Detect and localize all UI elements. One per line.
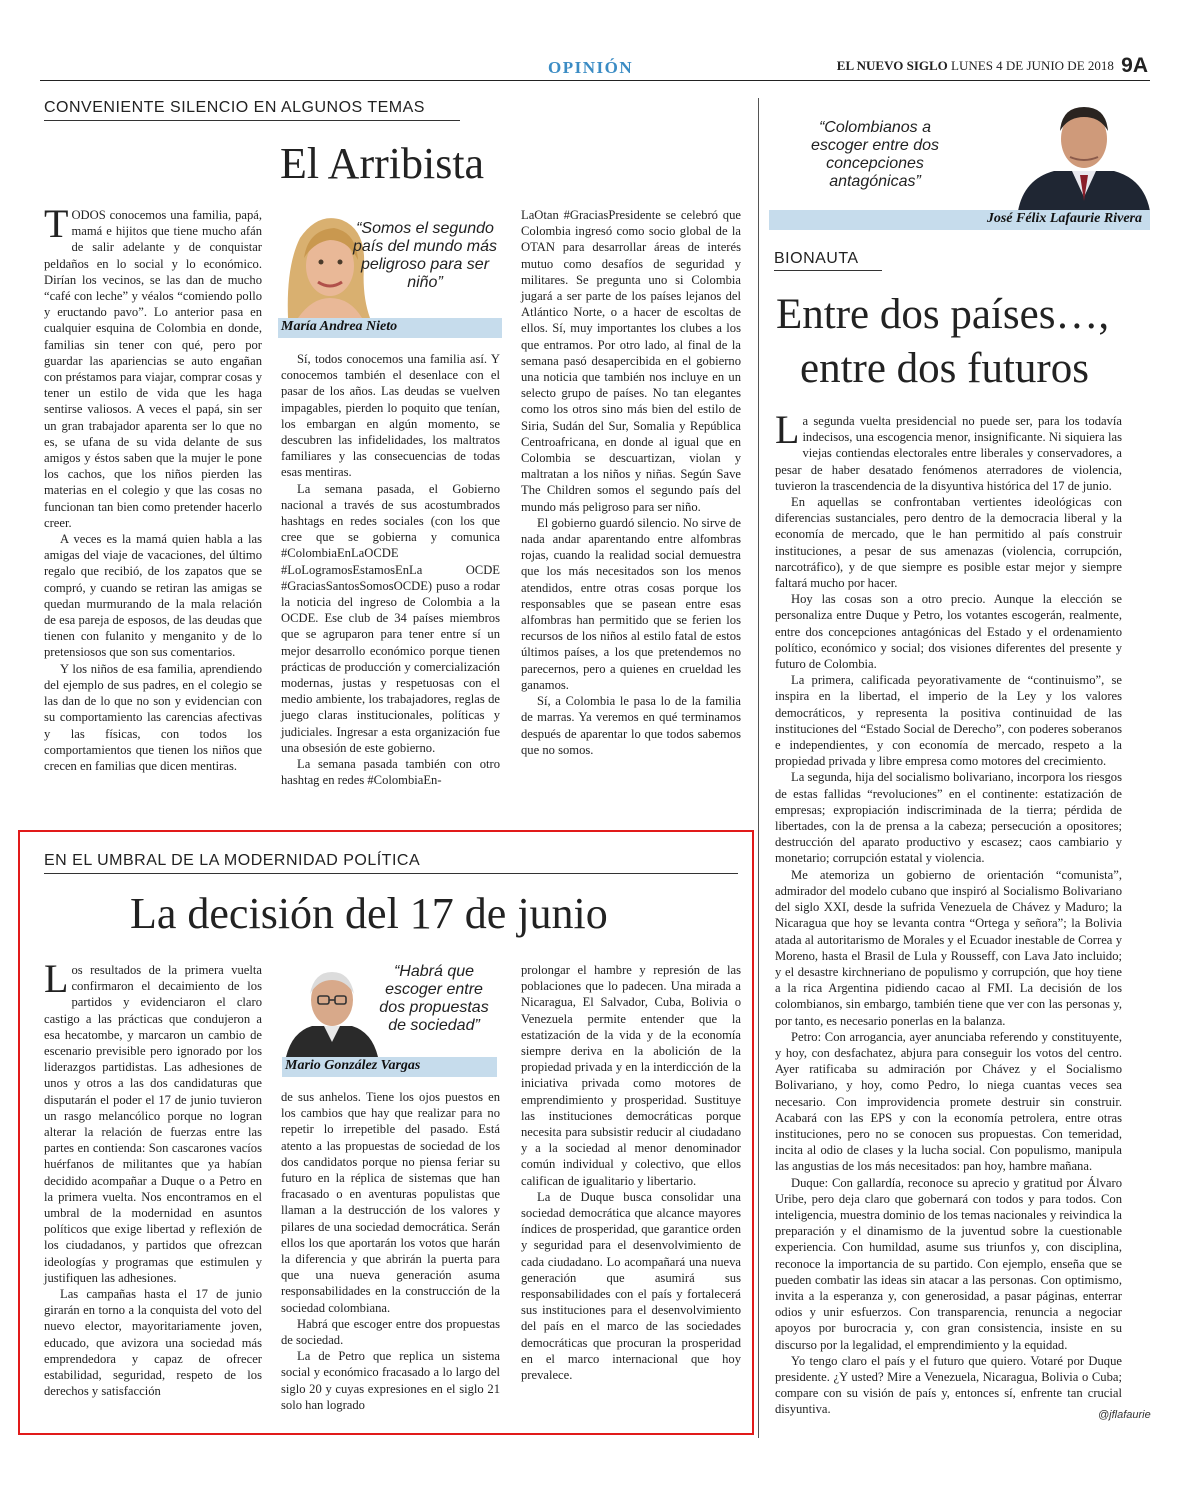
article3-paragraph: Petro: Con arrogancia, ayer anunciaba referendo y constituyente, y hoy, con desfachatez, abjura para conseguir los votos del centro. Ayer ratificaba su admiración por Chávez y el Socialismo Bolivariano, y hoy, como Pedro, lo niega cuantas veces sea necesario. Con improvidencia promete destruir sin construir. Acabará con las EPS y con la economía petrolera, entre otras instituciones, pero no se conocen sus propuestas. Con temeridad, incita al odio de clases y la lucha social. Con populismo, manipula las angustias de los más necesitados: pan hoy, hambre mañana. <box>775 1029 1122 1174</box>
article2-headline: La decisión del 17 de junio <box>130 889 608 938</box>
article3-author-byline: José Félix Lafaurie Rivera <box>769 210 1150 230</box>
article3-dropcap: L <box>775 407 800 452</box>
article1-paragraph: ODOS conocemos una familia, papá, mamá e hijitos que tiene mucho afán de salir adelante y de conquistar peldaños en lo social y lo económico. Dirían los vecinos, se las dan de mucho “café con leche” y véalos “comiendo pollo y eructando pavo”. Lo anterior pasa en cualquier esquina de Colombia en donde, familias sin tener con qué, pero por guardar las apariencias se auto engañan con préstamos para viajar, comprar cosas y tener un estilo de vida que les haga sentirse valiosos. A veces el papá, sin ser un gran trabajador aparenta ser lo que no es, se ufana de su vida delante de sus amigos y éstos saben que la mujer le pone los cachos, que los niños pierden las materias en el colegio y que las cosas no funcionan tan bien como pretender hacerlo creer. <box>44 208 262 530</box>
article1-kicker: CONVENIENTE SILENCIO EN ALGUNOS TEMAS <box>44 99 425 116</box>
article2-column-3 <box>521 962 741 1428</box>
page-number: 9A <box>1121 54 1148 77</box>
article3-paragraph: La primera, calificada peyorativamente de “continuismo”, se inspira en la libertad, el imperio de la Ley y los valores democráticos, y representa la positiva continuidad de las instituciones del “Estado Social de Derecho”, con poderes soberanos e independientes, y con economía de mercado, respeto a la propiedad privada y libre empresa como motores del crecimiento. <box>775 673 1122 769</box>
article1-paragraph: La semana pasada también con otro hashtag en redes #ColombiaEn- <box>281 757 500 788</box>
article2-paragraph: La de Duque busca consolidar una sociedad democrática que alcance mayores índices de prosperidad, que garantice orden y seguridad para el desenvolvimiento de cada ciudadano. Lo acompañará una nueva generación que asumirá sus responsabilidades con el país y fortalecerá sus instituciones para el desenvolvimiento del país en el marco de las sociedades democráticas que procuran la prosperidad en el marco internacional que hoy prevalece. <box>521 1189 741 1383</box>
article2-pull-quote: “Habrá que escoger entre dos propuestas de sociedad” <box>379 963 489 1034</box>
column-divider <box>758 98 759 1438</box>
article1-paragraph: Sí, a Colombia le pasa lo de la familia de marras. Ya veremos en qué terminamos después de aparentar lo que todos sabemos que no somos. <box>521 694 741 757</box>
article1-paragraph: El gobierno guardó silencio. No sirve de nada andar aparentando entre alfombras rojas, cuando la realidad social demuestra que los más necesitados son los menos atendidos, entre otras cosas porque los responsables que se pasean entre esas alfombras han permitido que se ferien los recursos de los niños al estilo fatal de estos últimos países, a los que pretendemos no parecernos, pero a quienes en crueldad les ganamos. <box>521 515 741 692</box>
article1-paragraph: Y los niños de esa familia, aprendiendo del ejemplo de sus padres, en el colegio se las dan de lo que no son y evidencian con su comportamiento las carencias afectivas y las físicas, con todos los comportamientos que tienen los niños que crecen en familias que dicen mentiras. <box>44 661 262 773</box>
author-photo-mario-gonzalez-vargas <box>282 962 382 1057</box>
article2-kicker: EN EL UMBRAL DE LA MODERNIDAD POLÍTICA <box>44 852 421 869</box>
newspaper-brand: EL NUEVO SIGLO <box>836 58 948 73</box>
article2-column-1 <box>44 956 262 1428</box>
article1-kicker-underline <box>44 120 460 121</box>
man-portrait-icon <box>1018 101 1150 211</box>
article2-paragraph: Las campañas hasta el 17 de junio girarán en torno a la conquista del voto del nuevo elector, mayoritariamente joven, educado, que avizora una sociedad más emprendedora y capaz de ofrecer estabilidad, seguridad, respeto de los derechos y satisfacción <box>44 1287 262 1399</box>
article3-pull-quote: “Colombianos a escoger entre dos concepciones antagónicas” <box>810 119 940 190</box>
article2-paragraph: Habrá que escoger entre dos propuestas de sociedad. <box>281 1316 500 1348</box>
article3-kicker-underline <box>774 270 882 271</box>
article1-paragraph: Sí, todos conocemos una familia así. Y conocemos también el desenlace con el pasar de los años. Las deudas se vuelven impagables, pierden lo poquito que tenían, los embargan en algún momento, se descubren las infidelidades, los maltratos familiares y las consecuencias de todas esas mentiras. <box>281 352 500 480</box>
article3-paragraph: En aquellas se confrontaban vertientes ideológicas con diferencias sustanciales, pero dentro de la democracia liberal y la economía de mercado, que le han permitido al país construir instituciones, a pesar de sus amenazas (violencia, corrupción, narcotráfico), y de que siempre es posible estar mejor y siempre faltará mucho por hacer. <box>775 495 1122 591</box>
article3-paragraph: La segunda, hija del socialismo bolivariano, incorpora los riesgos de estas fallidas “revoluciones” en el continente: estatización de empresas; expropiación indiscriminada de la tierra; pérdida de libertades, con la de prensa a la cabeza; persecución a opositores; destrucción del aparato productivo y escasez; caos cambiario y monetario; corrupción estatal y violencia. <box>775 770 1122 866</box>
article2-kicker-underline <box>44 873 738 874</box>
article1-dropcap: T <box>44 201 69 246</box>
article1-paragraph: A veces es la mamá quien habla a las amigas del viaje de vacaciones, del último regalo que recibió, de los zapatos que se compró, y cuando se retiran las amigas se quedan murmurando de la mala relación de esa pareja de esposos, de las deudas que tienen con fulanito y menganito y de lo pretensiosos que son sus comentarios. <box>44 532 262 660</box>
article2-paragraph: os resultados de la primera vuelta confirmaron el decaimiento de los partidos y evidenciaron el claro castigo a las prácticas que condujeron a esa hecatombe, y marcaron un cambio de escenario previsible pero ignorado por los liderazgos partidistas. Las adhesiones de unos y otros a las dos candidaturas que disputarán el poder el 17 de junio tuvieron un rasgo melancólico porque no logran alterar la relación de fuerzas entre las partes en contienda: Son cascarones vacíos huérfanos de militantes que ya habían decidido acompañar a Duque o a Petro en la primera vuelta. Nos encontramos en el umbral de la modernidad en asuntos políticos que exige libertad y reflexión de los ciudadanos, y partidos que ofrezcan ideologías y programas que estimulen y justifiquen las adhesiones. <box>44 963 262 1285</box>
article1-paragraph: LaOtan #GraciasPresidente se celebró que Colombia ingresó como socio global de la OTAN para desarrollar áreas de interés mutuo como desafíos de seguridad y militares. Se pregunta uno si Colombia jugará a ser parte de los países lejanos del Atlántico Norte, o a hacer de escoltas de ellos. Sí, muy importantes los clubes a los que entramos. Por otro lado, al final de la semana pasó desapercibida en el gobierno una noticia que también nos incluye en un selecto grupo de países. No tan elegantes como los otros sino más bien del estilo de Siria, Sudán del Sur, Somalia y República Centroafricana, en donde al igual que en Colombia se descuartizan, violan y maltratan a los niños y niñas. Según Save The Children somos el segundo país del mundo más peligroso para ser niño. <box>521 208 741 514</box>
article1-headline: El Arribista <box>280 139 485 188</box>
article3-paragraph: a segunda vuelta presidencial no puede ser, para los todavía indecisos, una escogencia menor, insignificante. Ni siquiera las viejas contiendas electorales entre liberales y conservadores, a pesar de haber desatado fenómenos aterradores de violencia, tuvieron la trascendencia de la disyuntiva histórica del 17 de junio. <box>775 414 1122 493</box>
article2-paragraph: La de Petro que replica un sistema social y económico fracasado a lo largo del siglo 20 y cuyas expresiones en el siglo 21 solo han logrado <box>281 1349 500 1412</box>
article2-paragraph: de sus anhelos. Tiene los ojos puestos en los cambios que hay que realizar para no repetir lo irrepetible del pasado. Está atento a las propuestas de sociedad de los dos candidatos porque no piensa feriar su futuro en la réplica de sistemas que han fracasado o en aventuras populistas que llaman a la destrucción de los valores y pilares de una sociedad democrática. Serán ellos los que aportarán los votos que harán la diferencia y que abrirán la puerta para que una nueva generación asuma responsabilidades en la construcción de la sociedad colombiana. <box>281 1090 500 1315</box>
article1-column-3 <box>521 207 741 810</box>
article3-headline-line-2: entre dos futuros <box>800 345 1089 392</box>
man-portrait-icon <box>282 962 382 1057</box>
article3-paragraph: Hoy las cosas son a otro precio. Aunque la elección se personaliza entre Duque y Petro, los votantes escogerán, realmente, entre dos concepciones antagónicas del Estado y el ordenamiento político, económico y social; dos visiones diferentes del presente y futuro de Colombia. <box>775 592 1122 672</box>
masthead <box>837 54 1148 78</box>
author-photo-jose-felix-lafaurie <box>1018 101 1150 211</box>
article3-headline-line-1: Entre dos países…, <box>776 291 1110 338</box>
article2-author-byline: Mario González Vargas <box>282 1057 497 1077</box>
article3-paragraph: Yo tengo claro el país y el futuro que quiero. Votaré por Duque presidente. ¿Y usted? Mire a Venezuela, Nicaragua, Bolivia o Cuba; compare con su visión de país y, entonces sí, enfrente tan crucial disyuntiva. <box>775 1353 1122 1417</box>
article3-paragraph: Duque: Con gallardía, reconoce su aprecio y gratitud por Álvaro Uribe, pero deja claro que gobernará con todos y para todos. Con inteligencia, muestra dominio de los temas nacionales y reivindica la preparación y el dinamismo de la juventud sobre la cuestionable experiencia. Con humildad, asume sus triunfos y, con disciplina, reconoce la importancia de su partido. Con ejemplo, enseña que se pueden combatir las ideas sin atacar a las personas. Con optimismo, invita a la esperanza y, con generosidad, a pasar páginas, enterrar odios y unir esfuerzos. Con transparencia, renuncia a negociar apoyos por burocracia y, con gran consistencia, insiste en su discurso por la legalidad, el emprendimiento y la equidad. <box>775 1175 1122 1352</box>
issue-date: LUNES 4 DE JUNIO DE 2018 <box>951 58 1114 73</box>
article1-column-2 <box>281 351 500 810</box>
article3-kicker: BIONAUTA <box>774 250 859 267</box>
article2-paragraph: prolongar el hambre y represión de las poblaciones que lo padecen. Una mirada a Nicaragua, El Salvador, Cuba, Bolivia o Venezuela permite entender que la estatización de la vida y de la economía siempre deriva en la abolición de la propiedad privada y en la interdicción de la iniciativa privada como motores de emprendimiento y prosperidad. Sustituye las instituciones democráticas porque necesita para subsistir reducir al ciudadano y a la sociedad al menor denominador común individual y colectivo, que ellos califican de igualitario y libertario. <box>521 963 741 1188</box>
article1-author-byline: María Andrea Nieto <box>278 318 502 338</box>
author-twitter-handle: @jflafaurie <box>1098 1409 1151 1421</box>
article2-column-2 <box>281 1089 500 1428</box>
article1-paragraph: La semana pasada, el Gobierno nacional a través de sus acostumbrados hashtags en redes sociales (con los que cree que se gobierna y comunica #ColombiaEnLaOCDE #LoLogramosEstamosEnLa OCDE #GraciasSantosSomosOCDE) puso a rodar la noticia del ingreso de Colombia a la OCDE. Ese club de 34 países miembros que se agruparon para tener entre sí un mejor desarrollo económico porque tienen prácticas de producción y comercialización modernas, justas y respetuosas con el medio ambiente, los trabajadores, reglas de juego claras institucionales, políticas y judiciales. Ingresar a esta organización fue una obsesión de este gobierno. <box>281 481 500 755</box>
header-rule <box>40 80 1150 81</box>
article1-column-1 <box>44 201 262 810</box>
article3-body <box>775 407 1122 1417</box>
section-name: OPINIÓN <box>548 58 634 77</box>
article3-paragraph: Me atemoriza un gobierno de orientación “comunista”, admirador del modelo cubano que inspiró al Socialismo Bolivariano del siglo XXI, desde la sufrida Venezuela de Chávez y Maduro; la Nicaragua que hoy se levanta contra “Ortega y señora”; la Bolivia atada al autoritarismo de Morales y el Ecuador inestable de Correa y Moreno, hasta el Brasil de Lula y Rousseff, con Lava Jato incluido; y el desastre kirchneriano de populismo y corrupción, que hoy tiene a la rica Argentina pidiendo cacao al FMI. La decisión de los colombianos, sin embargo, también tiene que ver con las personas y, por tanto, es necesario ponerlas en la balanza. <box>775 867 1122 1028</box>
article2-dropcap: L <box>44 956 69 1001</box>
article1-pull-quote: “Somos el segundo país del mundo más peligroso para ser niño” <box>352 220 498 291</box>
